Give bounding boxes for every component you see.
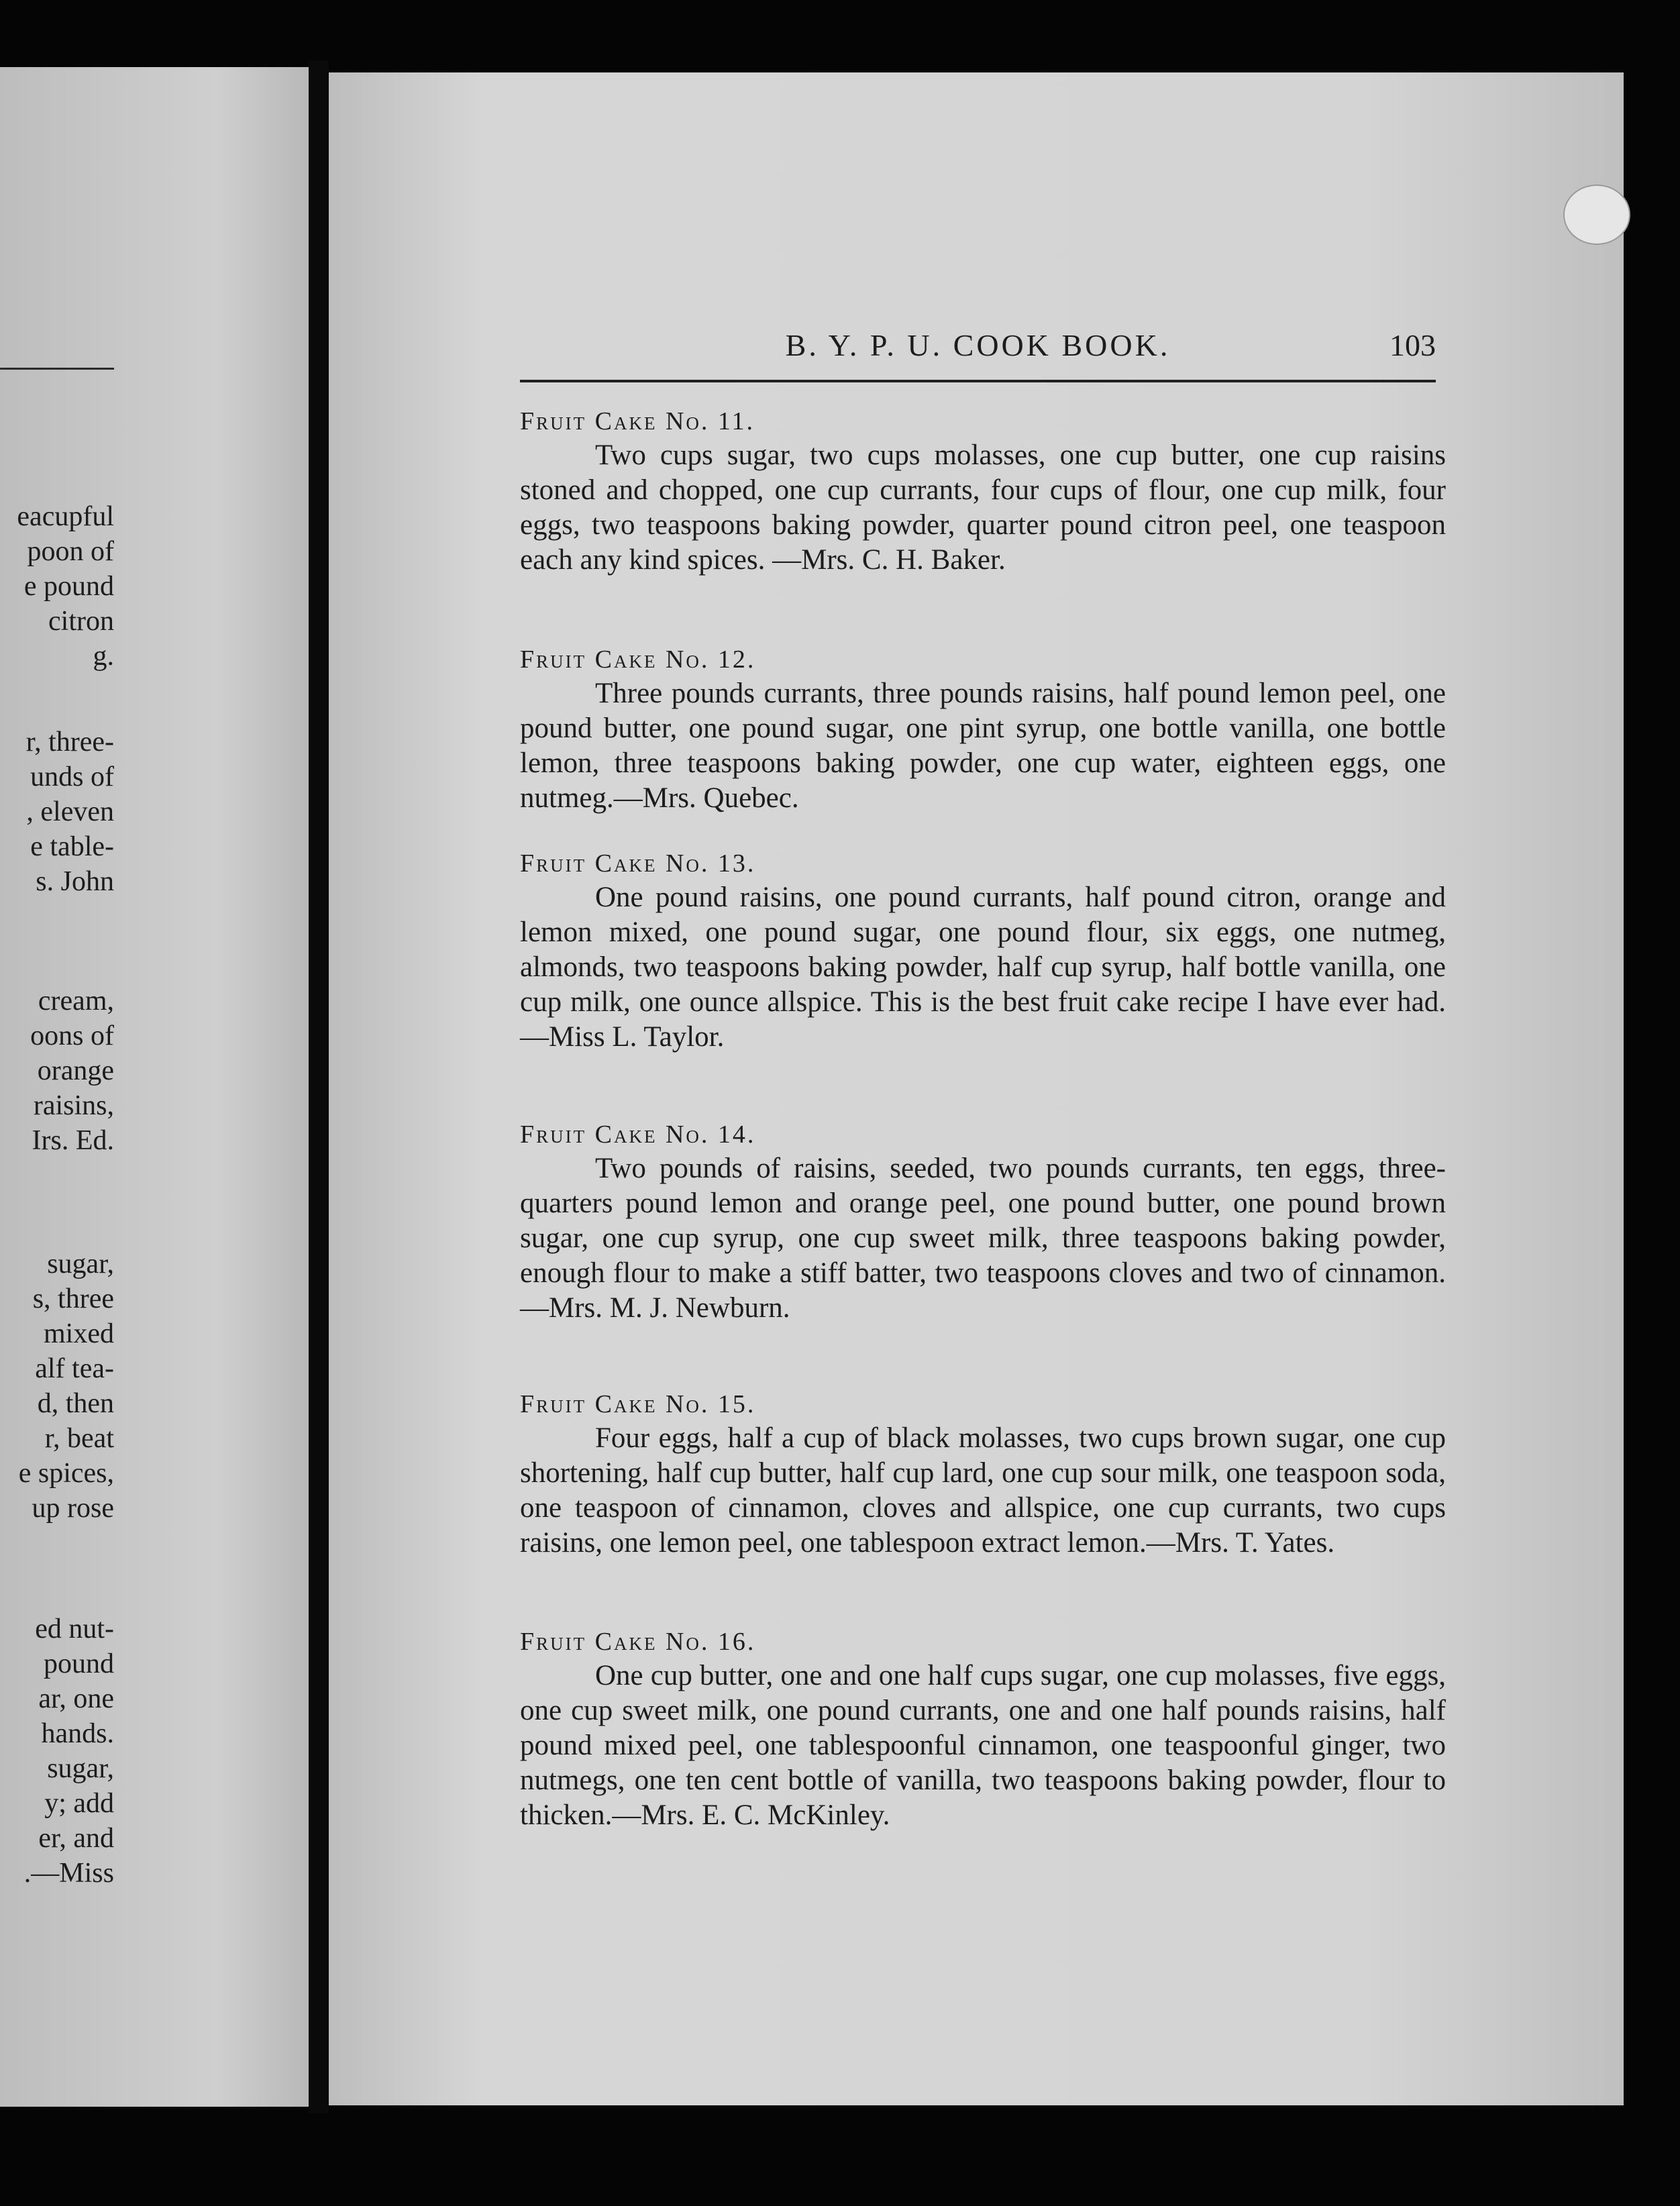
recipe-body: Three pounds currants, three pounds raisins, half pound lemon peel, one pound butter, one pound sugar, one pint syrup, one bottle vanilla, one bottle lemon, three teaspoons baking powder, one cup water, eighteen eggs, one nutmeg.—Mrs. Quebec.	[520, 678, 1446, 814]
left-text-fragment: cream,	[38, 986, 114, 1016]
left-text-fragment: e pound	[23, 571, 114, 602]
recipe-body: One cup butter, one and one half cups sugar, one cup molasses, five eggs, one cup sweet milk, one pound currants, one and one half pounds raisins, half pound mixed peel, one tablespoonful cinnamon, one teaspoonful ginger, two nutmegs, one ten cent bottle of vanilla, two teaspoons baking powder, flour to thicken.—Mrs. E. C. McKinley.	[520, 1660, 1446, 1831]
left-text-fragment: s, three	[32, 1283, 114, 1314]
left-text-fragment: sugar,	[47, 1753, 114, 1784]
left-text-fragment: er, and	[38, 1823, 114, 1854]
recipe-title: Fruit Cake No. 12.	[520, 645, 756, 674]
recipe-fruit-cake-12	[520, 643, 1446, 816]
left-text-fragment: eacupful	[17, 501, 114, 532]
left-text-fragment: d, then	[37, 1388, 114, 1419]
page-smudge	[1563, 185, 1630, 245]
left-text-fragment: orange	[37, 1055, 114, 1086]
recipe-body: Two cups sugar, two cups molasses, one cup butter, one cup raisins stoned and chopped, one cup currants, four cups of flour, one cup milk, four eggs, two teaspoons baking powder, quarter pound citron peel, one teaspoon each any kind spices. —Mrs. C. H. Baker.	[520, 439, 1446, 576]
left-page	[0, 67, 309, 2107]
recipe-body: One pound raisins, one pound currants, half pound citron, orange and lemon mixed, one pound sugar, one pound flour, six eggs, one nutmeg, almonds, two teaspoons baking powder, half cup syrup, half bottle vanilla, one cup milk, one ounce allspice. This is the best fruit cake recipe I have ever had.—Miss L. Taylor.	[520, 882, 1446, 1053]
running-title: B. Y. P. U. COOK BOOK.	[785, 328, 1171, 362]
recipe-title: Fruit Cake No. 16.	[520, 1628, 756, 1656]
left-text-fragment: oons of	[30, 1020, 114, 1051]
recipe-fruit-cake-13	[520, 847, 1446, 1055]
left-text-fragment: sugar,	[47, 1249, 114, 1279]
recipe-title: Fruit Cake No. 14.	[520, 1120, 756, 1149]
left-text-fragment: poon of	[27, 536, 114, 567]
left-text-fragment: alf tea-	[35, 1353, 114, 1384]
page-header	[520, 327, 1436, 368]
recipe-fruit-cake-14	[520, 1118, 1446, 1326]
left-text-fragment: , eleven	[26, 796, 114, 827]
left-text-fragment: y; add	[44, 1788, 114, 1819]
left-header-rule	[0, 368, 114, 370]
recipe-fruit-cake-16	[520, 1625, 1446, 1833]
left-text-fragment: raisins,	[33, 1090, 114, 1121]
left-text-fragment: up rose	[32, 1493, 114, 1524]
recipe-title: Fruit Cake No. 15.	[520, 1390, 756, 1418]
left-text-fragment: mixed	[44, 1318, 114, 1349]
header-rule	[520, 380, 1436, 382]
left-text-fragment: pound	[44, 1648, 114, 1679]
left-text-fragment: s. John	[36, 866, 114, 897]
book-gutter	[309, 60, 329, 2113]
left-text-fragment: Irs. Ed.	[32, 1125, 114, 1156]
left-text-fragment: unds of	[30, 761, 114, 792]
recipe-body: Two pounds of raisins, seeded, two pounds currants, ten eggs, three-quarters pound lemon and orange peel, one pound butter, one pound brown sugar, one cup syrup, one cup sweet milk, three teaspoons baking powder, enough flour to make a stiff batter, two teaspoons cloves and two of cinnamon.—Mrs. M. J. Newburn.	[520, 1153, 1446, 1324]
left-text-fragment: e spices,	[18, 1458, 114, 1489]
left-text-fragment: .—Miss	[23, 1858, 114, 1889]
left-text-fragment: ed nut-	[35, 1614, 114, 1644]
recipe-fruit-cake-11	[520, 405, 1446, 578]
left-text-fragment: ar, one	[38, 1683, 114, 1714]
left-text-fragment: g.	[93, 641, 114, 672]
left-text-fragment: r, beat	[44, 1423, 114, 1454]
page-number: 103	[1389, 328, 1436, 362]
recipe-fruit-cake-15	[520, 1387, 1446, 1561]
left-text-fragment: r, three-	[25, 727, 114, 757]
left-text-fragment: hands.	[41, 1718, 114, 1749]
left-text-fragment: e table-	[30, 831, 114, 862]
recipe-title: Fruit Cake No. 13.	[520, 849, 756, 878]
left-text-fragment: citron	[48, 606, 114, 637]
recipe-title: Fruit Cake No. 11.	[520, 407, 755, 435]
recipe-body: Four eggs, half a cup of black molasses, two cups brown sugar, one cup shortening, half cup butter, half cup lard, one cup sour milk, one teaspoon soda, one teaspoon of cinnamon, cloves and allspice, one cup currants, two cups raisins, one lemon peel, one tablespoon extract lemon.—Mrs. T. Yates.	[520, 1422, 1446, 1559]
